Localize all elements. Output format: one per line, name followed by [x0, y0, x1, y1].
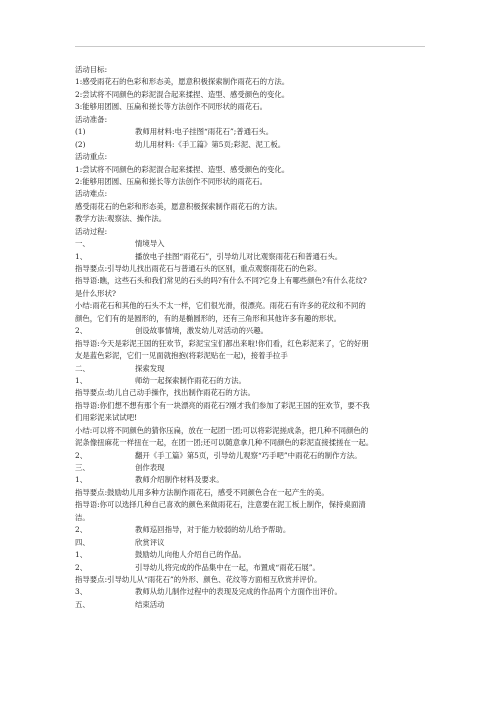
line-text: 感受雨花石的色彩和形态美，愿意积极探索制作雨花石的方法。 [75, 201, 282, 211]
numbered-line [75, 562, 427, 574]
line-text: 3:能够用团圆、压扁和搓长等方法创作不同形状的雨花石。 [75, 102, 267, 112]
line-text: 播放电子挂图“雨花石”，引导幼儿对比观察雨花石和普通石头。 [135, 251, 343, 261]
line-text: 翻开《手工篇》第5页，引导幼儿观察“巧手吧”中雨花石的制作方法。 [135, 450, 362, 460]
line-text: 指导语:你们想不想有那个有一块漂亮的雨花石?刚才我们参加了彩泥王国的狂欢节，要不我 [75, 400, 370, 410]
text-line [75, 226, 427, 238]
numbered-line [75, 238, 427, 250]
line-text: 探索发现 [135, 363, 165, 373]
text-line [75, 387, 427, 399]
numbered-line [75, 537, 427, 549]
text-line [75, 487, 427, 499]
line-number: 2、 [75, 562, 88, 572]
numbered-line [75, 126, 427, 138]
line-text: 指导要点:引导幼儿从“雨花石”的外形、颜色、花纹等方面相互欣赏并评价。 [75, 574, 322, 584]
line-text: 泥条像扭麻花一样扭在一起，在团一团;还可以随意拿几种不同颜色的彩泥直接揉搓在一起。 [75, 438, 374, 448]
line-text: 2:尝试将不同颜色的彩泥混合起来揉捏、造型、感受颜色的变化。 [75, 89, 290, 99]
line-number: 四、 [75, 537, 90, 547]
text-line [75, 176, 427, 188]
numbered-line [75, 251, 427, 263]
line-number: 3、 [75, 587, 88, 597]
line-text: 活动过程: [75, 226, 108, 236]
line-text: 指导语:瞧，这些石头和我们常见的石头的吗?有什么不同?它身上有哪些颜色?有什么花纹? [75, 276, 367, 286]
line-text: 指导要点:鼓励幼儿用多种方法制作雨花石，感受不同颜色合在一起产生的美。 [75, 487, 329, 497]
line-text: 教师巡回指导，对于能力较弱的幼儿给予帮助。 [135, 525, 291, 535]
text-line [75, 213, 427, 225]
text-line [75, 412, 427, 424]
text-line [75, 288, 427, 300]
text-line [75, 275, 427, 287]
numbered-line [75, 524, 427, 536]
line-text: 活动目标: [75, 65, 108, 74]
line-number: 1、 [75, 375, 88, 385]
line-text: 1:感受雨花石的色彩和形态美，愿意积极探索制作雨花石的方法。 [75, 77, 290, 87]
line-number: 2、 [75, 450, 88, 460]
line-number: 二、 [75, 363, 90, 373]
line-text: 创作表现 [135, 463, 165, 472]
line-text: 教学方法:观察法、操作法。 [75, 214, 167, 224]
line-number: 五、 [75, 599, 90, 609]
numbered-line [75, 586, 427, 598]
text-line [75, 499, 427, 511]
text-line [75, 114, 427, 126]
line-number: (2) [75, 139, 86, 149]
line-text: 教师从幼儿制作过程中的表现及完成的作品两个方面作出评价。 [135, 587, 342, 597]
numbered-line [75, 474, 427, 486]
line-text: 活动难点: [75, 189, 108, 199]
text-line [75, 164, 427, 176]
line-number: 2、 [75, 326, 88, 336]
line-text: 2:能够用团圆、压扁和搓长等方法创作不同形状的雨花石。 [75, 176, 267, 186]
text-line [75, 400, 427, 412]
line-number: 1、 [75, 550, 88, 560]
line-number: 三、 [75, 463, 90, 472]
text-line [75, 338, 427, 350]
line-number: 2、 [75, 525, 88, 535]
line-text: 教师介绍制作材料及要求。 [135, 475, 224, 485]
line-text: 指导语:你可以选择几种自己喜欢的颜色来做雨花石，注意要在泥工板上制作，保持桌面清 [75, 500, 366, 510]
line-text: 1:尝试将不同颜色的彩泥混合起来揉捏、造型、感受颜色的变化。 [75, 164, 290, 174]
numbered-line [75, 325, 427, 337]
text-line [75, 201, 427, 213]
numbered-line [75, 462, 427, 474]
text-line [75, 512, 427, 524]
line-text: 指导要点:引导幼儿找出雨花石与普通石头的区别，重点观察雨花石的色彩。 [75, 264, 322, 273]
line-text: 们用彩泥来试试吧! [75, 413, 138, 423]
text-line [75, 437, 427, 449]
text-line [75, 76, 427, 88]
text-line [75, 101, 427, 113]
numbered-line [75, 549, 427, 561]
numbered-line [75, 139, 427, 151]
document-body [75, 64, 427, 611]
line-text: 鼓励幼儿向他人介绍自己的作品。 [135, 550, 246, 560]
line-text: 洁。 [75, 512, 90, 522]
line-number: (1) [75, 127, 86, 137]
text-line [75, 151, 427, 163]
line-text: 指导要点:幼儿自己动手操作，找出制作雨花石的方法。 [75, 388, 255, 398]
line-number: 1、 [75, 475, 88, 485]
text-line [75, 263, 427, 275]
line-text: 小结:雨花石和其他的石头不太一样，它们很光滑，很漂亮。雨花石有许多的花纹和不同的 [75, 301, 366, 311]
text-line [75, 89, 427, 101]
text-line [75, 350, 427, 362]
text-line [75, 313, 427, 325]
line-text: 小结:可以将不同颜色的猜你压扁，放在一起团一团;可以将彩泥搓成条，把几种不同颜色的 [75, 425, 369, 435]
header-rule [75, 46, 425, 47]
text-line [75, 574, 427, 586]
text-line [75, 64, 427, 76]
line-text: 活动准备: [75, 114, 108, 124]
line-number: 1、 [75, 251, 88, 261]
line-text: 颜色，它们有的是圆形的，有的是椭圆形的，还有三角形和其他许多有趣的形状。 [75, 313, 342, 323]
line-text: 情境导入 [135, 239, 165, 249]
line-text: 幼儿用材料:《手工篇》第5页;彩泥、泥工板。 [135, 139, 286, 149]
line-text: 是什么形状? [75, 288, 116, 298]
line-text: 指导语:今天是彩泥王国的狂欢节，彩泥宝宝们都出来啦!你们看，红色彩泥来了，它的好朋 [75, 338, 369, 348]
line-text: 引导幼儿将完成的作品集中在一起，布置成“雨花石展”。 [135, 562, 320, 572]
line-text: 创设故事情境，激发幼儿对活动的兴趣。 [135, 326, 269, 336]
line-number: 一、 [75, 239, 90, 249]
numbered-line [75, 363, 427, 375]
line-text: 结束活动 [135, 599, 165, 609]
text-line [75, 188, 427, 200]
numbered-line [75, 599, 427, 611]
text-line [75, 425, 427, 437]
line-text: 教师用材料:电子挂图“雨花石”;普通石头。 [135, 127, 274, 137]
line-text: 活动重点: [75, 152, 108, 162]
text-line [75, 300, 427, 312]
line-text: 师幼一起探索制作雨花石的方法。 [135, 375, 246, 385]
line-text: 友是蓝色彩泥，它们一见面就抱抱(将彩泥贴在一起)，接着手拉手 [75, 351, 288, 361]
numbered-line [75, 375, 427, 387]
numbered-line [75, 450, 427, 462]
line-text: 欣赏评议 [135, 537, 165, 547]
